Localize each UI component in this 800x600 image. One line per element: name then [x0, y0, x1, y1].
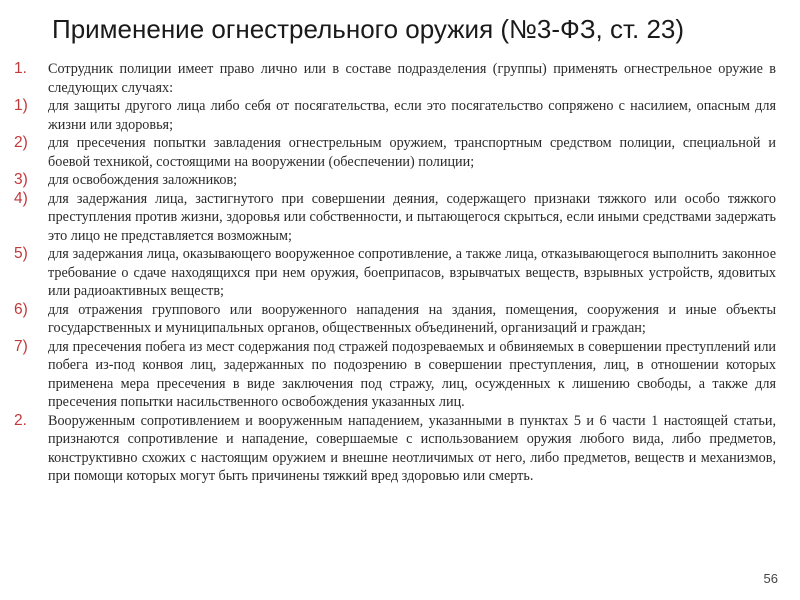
list-item — [14, 171, 776, 190]
list-item — [14, 190, 776, 246]
item-text: для пресечения попытки завладения огнестрельным оружием, транспортным средством полиции, специальной и боевой техникой, состоящими на вооружении (обеспечении) полиции; — [48, 135, 776, 170]
list-item — [14, 97, 776, 134]
article-text — [14, 60, 776, 486]
item-number: 3) — [14, 171, 28, 188]
list-item — [14, 60, 776, 97]
item-text: для отражения группового или вооруженного нападения на здания, помещения, сооружения и иные объекты государственных и муниципальных органов, общественных объединений, организаций и граждан; — [48, 301, 776, 336]
item-text: для освобождения заложников; — [48, 172, 238, 188]
item-text: для защиты другого лица либо себя от посягательства, если это посягательство сопряжено с насилием, опасным для жизни или здоровья; — [48, 98, 776, 133]
list-item — [14, 245, 776, 301]
list-item — [14, 412, 776, 486]
slide-title: Применение огнестрельного оружия (№3-ФЗ, ст. 23) — [52, 14, 685, 44]
list-item — [14, 338, 776, 412]
page-number: 56 — [763, 571, 778, 586]
item-text: Вооруженным сопротивлением и вооруженным нападением, указанными в пунктах 5 и 6 части 1 настоящей статьи, признаются сопротивление и нападение, совершаемые с использованием оружия любого вида, либо предметов, конструктивно схожих с настоящим оружием и внешне неотличимых от него, либо предметов, веществ и механизмов, при помощи которых могут быть причинены тяжкий вред здоровью или смерть. — [48, 412, 776, 484]
item-text: для пресечения побега из мест содержания под стражей подозреваемых и обвиняемых в совершении преступлений или побега из-под конвоя лиц, задержанных по подозрению в совершении преступления, лиц, в отношении которых применена мера пресечения в виде заключения под стражу, лиц, осужденных к лишению свободы, а также для пресечения попытки насильственного освобождения указанных лиц. — [48, 338, 776, 410]
item-number: 2. — [14, 411, 27, 429]
item-text: для задержания лица, оказывающего вооруженное сопротивление, а также лица, отказывающегося выполнить законное требование о сдаче находящихся при нем оружия, боеприпасов, взрывчатых веществ, взрывных устройств, ядовитых или радиоактивных веществ; — [48, 246, 776, 299]
item-text: для задержания лица, застигнутого при совершении деяния, содержащего признаки тяжкого или особо тяжкого преступления против жизни, здоровья или собственности, и пытающегося скрыться, если иными средствами задержать это лицо не представляется возможным; — [48, 190, 776, 244]
item-number: 6) — [14, 300, 28, 318]
item-text: Сотрудник полиции имеет право лично или в составе подразделения (группы) применять огнестрельное оружие в следующих случаях: — [48, 61, 776, 96]
item-number: 7) — [14, 337, 28, 355]
item-number: 1) — [14, 97, 28, 114]
item-number: 1. — [14, 60, 27, 77]
item-number: 4) — [14, 189, 28, 207]
item-number: 2) — [14, 134, 28, 151]
list-item — [14, 301, 776, 338]
list-item — [14, 134, 776, 171]
item-number: 5) — [14, 245, 28, 262]
